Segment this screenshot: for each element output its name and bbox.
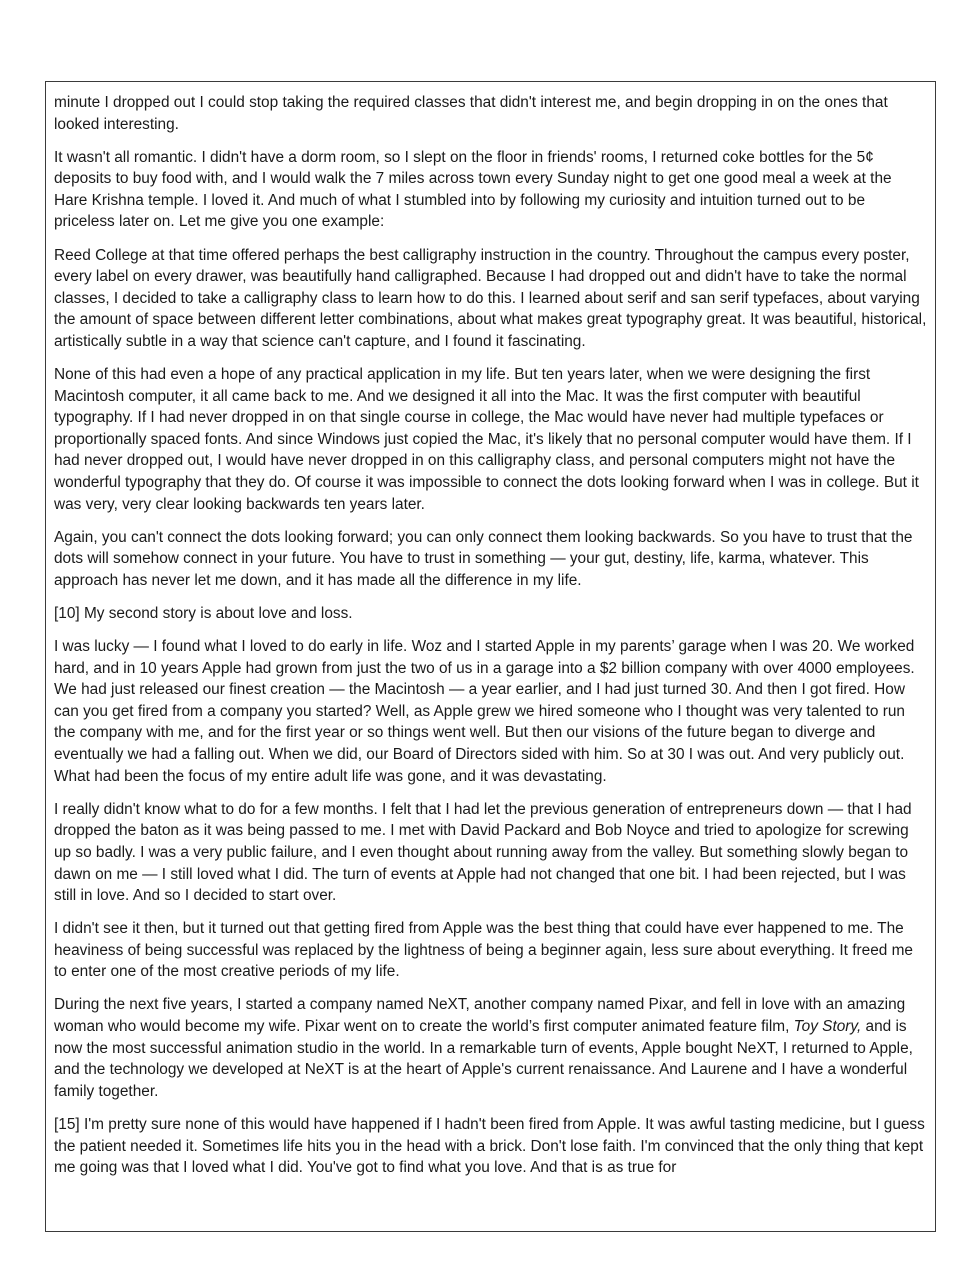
film-title: Toy Story, — [793, 1018, 862, 1036]
paragraph-start-over: I really didn't know what to do for a few months. I felt that I had let the previous generation of entrepreneurs down — that I had dropped the baton as it was being passed to me. I met with David Packard and Bob Noyce and tried to apologize for screwing up so badly. I was a very public failure, and I even thought about running away from the valley. But something slowly began to dawn on me — I still loved what I did. The turn of events at Apple had not changed that one bit. I had been rejected, but I was still in love. And so I decided to start over. — [54, 800, 912, 905]
paragraph-fired-from-apple: I was lucky — I found what I loved to do early in life. Woz and I started Apple in my parents’ garage when I was 20. We worked hard, and in 10 years Apple had grown from just the two of us in a garage into a $2 billion company with over 4000 employees. We had just released our finest creation — the Macintosh — a year earlier, and I had just turned 30. And then I got fired. How can you get fired from a company you started? Well, as Apple grew we hired someone who I thought was very talented to run the company with me, and for the first year or so things went well. But then our visions of the future began to diverge and eventually we had a falling out. When we did, our Board of Directors sided with him. So at 30 I was out. And very publicly out. What had been the focus of my entire adult life was gone, and it was devastating. — [54, 638, 915, 785]
paragraph-next-pixar — [54, 994, 927, 1102]
paragraph-best-thing: I didn't see it then, but it turned out that getting fired from Apple was the best thing that could have ever happened to me. The heaviness of being successful was replaced by the lightness of being a beginner again, less sure about everything. It freed me to enter one of the most creative periods of my life. — [54, 920, 913, 981]
pixar-text-after: and is now the most successful animation studio in the world. In a remarkable turn of events, Apple bought NeXT, I returned to Apple, and the technology we developed at NeXT is at the heart of Apple's current renaissance. And Laurene and I have a wonderful family together. — [54, 1018, 913, 1100]
pixar-text-before: During the next five years, I started a company named NeXT, another company named Pixar, and fell in love with an amazing woman who would become my wife. Pixar went on to create the world’s first computer animated feature film, — [54, 996, 906, 1036]
paragraph-second-story: [10] My second story is about love and loss. — [54, 604, 353, 622]
paragraph-macintosh-typography: None of this had even a hope of any practical application in my life. But ten years later, when we were designing the first Macintosh computer, it all came back to me. And we designed it all into the Mac. It was the first computer with beautiful typography. If I had never dropped in on that single course in college, the Mac would have never had multiple typefaces or proportionally spaced fonts. And since Windows just copied the Mac, it's likely that no personal computer would have them. If I had never dropped out, I would have never dropped in on this calligraphy class, and personal computers might not have the wonderful typography that they do. Of course it was impossible to connect the dots looking forward when I was in college. But it was very, very clear looking backwards ten years later. — [54, 366, 919, 513]
paragraph-connect-the-dots: Again, you can't connect the dots looking forward; you can only connect them looking backwards. So you have to trust that the dots will somehow connect in your future. You have to trust in something — your gut, destiny, life, karma, whatever. This approach has never let me down, and it has made all the difference in my life. — [54, 528, 913, 589]
document-text-frame — [45, 81, 936, 1232]
paragraph-reed-calligraphy: Reed College at that time offered perhaps the best calligraphy instruction in the country. Throughout the campus every poster, every label on every drawer, was beautifully hand calligraphed. Because I had dropped out and didn't have to take the normal classes, I decided to take a calligraphy class to learn how to do this. I learned about serif and san serif typefaces, about varying the amount of space between different letter combinations, about what makes great typography great. It was beautiful, historical, artistically subtle in a way that science can't capture, and I found it fascinating. — [54, 246, 927, 350]
paragraph-not-romantic: It wasn't all romantic. I didn't have a dorm room, so I slept on the floor in friends' rooms, I returned coke bottles for the 5¢ deposits to buy food with, and I would walk the 7 miles across town every Sunday night to get one good meal a week at the Hare Krishna temple. I loved it. And much of what I stumbled into by following my curiosity and intuition turned out to be priceless later on. Let me give you one example: — [54, 148, 892, 231]
paragraph-find-what-you-love: [15] I'm pretty sure none of this would have happened if I hadn't been fired from Apple. It was awful tasting medicine, but I guess the patient needed it. Sometimes life hits you in the head with a brick. Don't lose faith. I'm convinced that the only thing that kept me going was that I loved what I did. You've got to find what you love. And that is as true for — [54, 1115, 925, 1177]
paragraph-dropped-out: minute I dropped out I could stop taking the required classes that didn't interest me, and begin dropping in on the ones that looked interesting. — [54, 94, 888, 133]
